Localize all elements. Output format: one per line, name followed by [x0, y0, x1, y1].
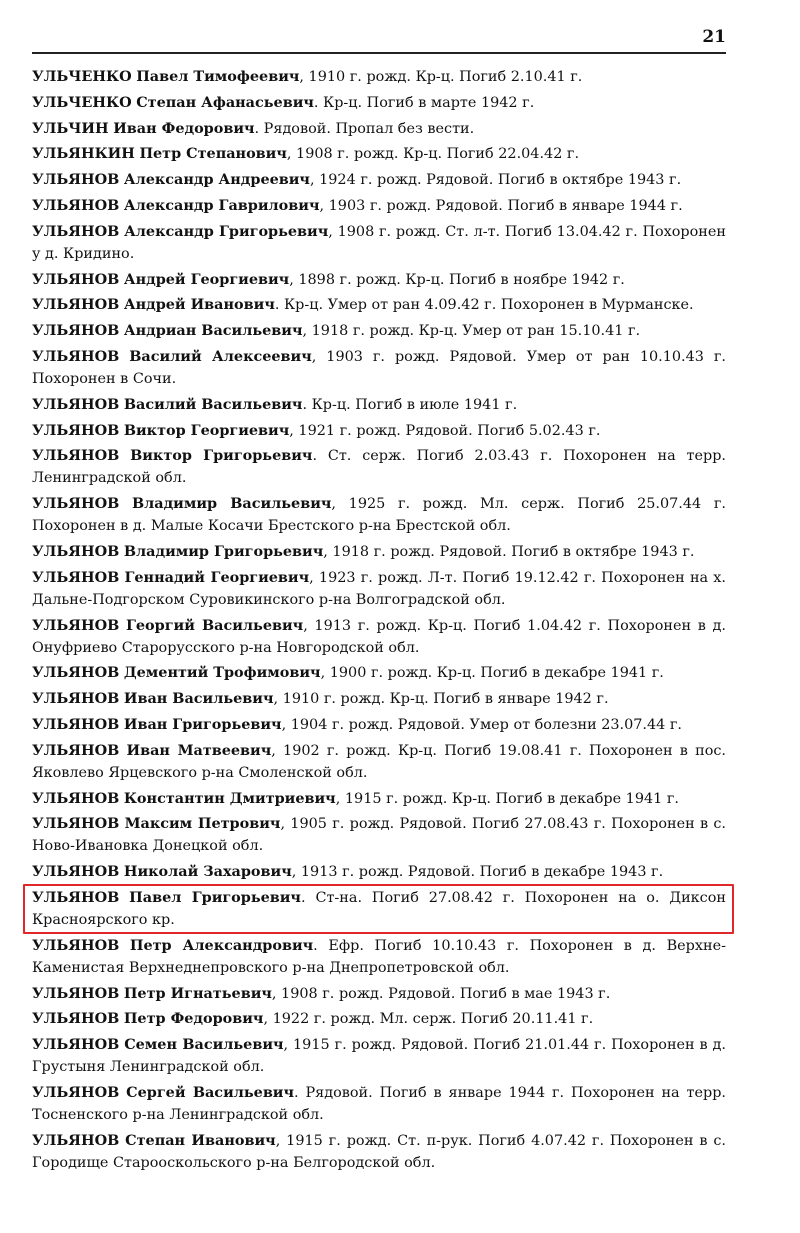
entry-surname: УЛЬЯНОВ	[32, 395, 120, 413]
entry-surname: УЛЬЯНОВ	[32, 664, 120, 682]
entry-details: , 1921 г. рожд. Рядовой. Погиб 5.02.43 г.	[289, 422, 601, 439]
entry-surname: УЛЬЯНКИН	[32, 145, 135, 163]
entry-surname: УЛЬЯНОВ	[32, 616, 120, 634]
entry-details: , 1905 г. рожд. Рядовой. Погиб 27.08.43 г. Похоронен в с. Ново-Ивановка Донецкой обл.	[32, 816, 727, 855]
header-rule	[32, 52, 726, 54]
list-item	[32, 1008, 726, 1030]
entry-given-names: Иван Григорьевич	[123, 715, 282, 733]
list-item	[32, 1082, 726, 1126]
entry-details: . Кр-ц. Умер от ран 4.09.42 г. Похоронен в Мурманске.	[274, 297, 694, 314]
entry-details: , 1913 г. рожд. Рядовой. Погиб в декабре 1943 г.	[291, 864, 664, 881]
entry-details: . Ст-на. Погиб 27.08.42 г. Похоронен на о. Диксон Красноярского кр.	[32, 889, 726, 928]
entry-given-names: Василий Алексеевич	[129, 347, 312, 365]
entry-surname: УЛЬЯНОВ	[32, 715, 120, 733]
highlighted-entry	[32, 887, 726, 931]
entry-surname: УЛЬЯНОВ	[32, 322, 120, 340]
entry-details: , 1922 г. рожд. Мл. серж. Погиб 20.11.41 г.	[263, 1011, 594, 1028]
list-item	[32, 861, 726, 883]
entry-given-names: Семен Васильевич	[124, 1036, 284, 1054]
entry-surname: УЛЬЯНОВ	[32, 1010, 120, 1028]
entry-details: . Рядовой. Погиб в январе 1944 г. Похоронен на терр. Тосненского р-на Ленинградской обл.	[32, 1084, 727, 1123]
list-item	[32, 615, 726, 659]
list-item	[32, 714, 726, 736]
entry-surname: УЛЬЯНОВ	[32, 495, 120, 513]
entry-given-names: Андрей Иванович	[123, 296, 275, 314]
entry-details: . Кр-ц. Погиб в июле 1941 г.	[302, 396, 518, 413]
entry-details: , 1903 г. рожд. Рядовой. Умер от ран 10.10.43 г. Похоронен в Сочи.	[32, 348, 727, 387]
list-item	[32, 394, 726, 416]
entry-details: , 1910 г. рожд. Кр-ц. Погиб в январе 1942 г.	[273, 691, 609, 708]
list-item	[32, 445, 726, 489]
entry-details: , 1898 г. рожд. Кр-ц. Погиб в ноябре 1942 г.	[289, 271, 625, 288]
entry-details: . Кр-ц. Погиб в марте 1942 г.	[313, 94, 535, 111]
entry-details: , 1915 г. рожд. Кр-ц. Погиб в декабре 1941 г.	[335, 790, 679, 807]
entry-surname: УЛЬЯНОВ	[32, 196, 120, 214]
entry-details: , 1918 г. рожд. Кр-ц. Умер от ран 15.10.41 г.	[302, 323, 641, 340]
entry-details: , 1908 г. рожд. Рядовой. Погиб в мае 1943 г.	[271, 985, 611, 1002]
entry-surname: УЛЬЧЕНКО	[32, 68, 132, 85]
entry-given-names: Василий Васильевич	[123, 395, 303, 413]
list-item	[32, 1034, 726, 1078]
entry-surname: УЛЬЯНОВ	[32, 815, 120, 833]
entry-surname: УЛЬЯНОВ	[32, 1036, 120, 1054]
entry-surname: УЛЬЯНОВ	[32, 789, 120, 807]
list-item	[32, 420, 726, 442]
entry-given-names: Георгий Васильевич	[125, 616, 304, 634]
entry-given-names: Александр Андреевич	[123, 171, 310, 189]
entry-details: , 1918 г. рожд. Рядовой. Погиб в октябре 1943 г.	[323, 543, 695, 560]
entry-surname: УЛЬЧИН	[32, 119, 109, 137]
entry-details: , 1910 г. рожд. Кр-ц. Погиб 2.10.41 г.	[299, 69, 583, 85]
list-item	[32, 221, 726, 265]
list-item	[32, 935, 726, 979]
entry-details: . Ефр. Погиб 10.10.43 г. Похоронен в д. Верхне-Каменистая Верхнеднепровского р-на Днепропетровской обл.	[32, 937, 726, 976]
entry-given-names: Владимир Васильевич	[131, 495, 332, 513]
entry-given-names: Константин Дмитриевич	[123, 789, 336, 807]
entry-given-names: Андрей Георгиевич	[123, 270, 290, 288]
entry-surname: УЛЬЯНОВ	[32, 741, 120, 759]
list-item	[32, 346, 726, 390]
list-item	[32, 118, 726, 140]
entry-surname: УЛЬЯНОВ	[32, 222, 120, 240]
entry-details: , 1923 г. рожд. Л-т. Погиб 19.12.42 г. Похоронен на х. Дальне-Подгорском Суровикинского р-на Волгоградской обл.	[32, 569, 726, 608]
entry-surname: УЛЬЯНОВ	[32, 863, 120, 881]
entry-details: , 1908 г. рожд. Ст. л-т. Погиб 13.04.42 г. Похоронен у д. Кридино.	[32, 223, 727, 262]
list-item	[32, 1130, 726, 1174]
entry-given-names: Степан Афанасьевич	[136, 93, 314, 111]
entry-given-names: Иван Федорович	[113, 119, 255, 137]
entry-details: . Ст. серж. Погиб 2.03.43 г. Похоронен на терр. Ленинградской обл.	[32, 448, 726, 487]
entry-given-names: Петр Игнатьевич	[123, 984, 272, 1002]
list-item	[32, 541, 726, 563]
entry-surname: УЛЬЯНОВ	[32, 447, 120, 465]
entry-given-names: Петр Федорович	[123, 1010, 264, 1028]
list-item	[32, 269, 726, 291]
entry-given-names: Сергей Васильевич	[126, 1083, 295, 1101]
list-item	[32, 688, 726, 710]
entry-details: , 1924 г. рожд. Рядовой. Погиб в октябре 1943 г.	[309, 172, 682, 189]
list-item	[32, 788, 726, 810]
list-item	[32, 813, 726, 857]
entry-surname: УЛЬЯНОВ	[32, 171, 120, 189]
entry-given-names: Степан Иванович	[125, 1131, 276, 1149]
entry-surname: УЛЬЯНОВ	[32, 270, 120, 288]
entry-given-names: Владимир Григорьевич	[123, 542, 324, 560]
entry-surname: УЛЬЯНОВ	[32, 296, 120, 314]
entry-surname: УЛЬЯНОВ	[32, 690, 120, 708]
entry-details: , 1908 г. рожд. Кр-ц. Погиб 22.04.42 г.	[286, 146, 580, 163]
entry-details: , 1915 г. рожд. Ст. п-рук. Погиб 4.07.42 г. Похоронен в с. Городище Старооскольского р-на Белгородской обл.	[32, 1132, 727, 1171]
entry-surname: УЛЬЯНОВ	[32, 1131, 120, 1149]
entry-given-names: Александр Гаврилович	[123, 196, 320, 214]
page-number: 21	[702, 27, 726, 47]
entry-given-names: Иван Васильевич	[123, 690, 274, 708]
entry-given-names: Максим Петрович	[124, 815, 281, 833]
entry-details: . Рядовой. Пропал без вести.	[254, 120, 475, 137]
entry-details: , 1925 г. рожд. Мл. серж. Погиб 25.07.44 г. Похоронен в д. Малые Косачи Брестского р-на Брестской обл.	[32, 496, 726, 535]
entry-given-names: Геннадий Георгиевич	[124, 568, 310, 586]
list-item	[32, 662, 726, 684]
entry-details: , 1900 г. рожд. Кр-ц. Погиб в декабре 1941 г.	[320, 665, 664, 682]
list-item	[32, 983, 726, 1005]
list-item	[32, 195, 726, 217]
entry-surname: УЛЬЯНОВ	[32, 421, 120, 439]
entry-surname: УЛЬЯНОВ	[32, 888, 120, 906]
entry-surname: УЛЬЯНОВ	[32, 1083, 120, 1101]
entry-surname: УЛЬЯНОВ	[32, 542, 120, 560]
entry-given-names: Павел Григорьевич	[129, 888, 301, 906]
entry-surname: УЛЬЯНОВ	[32, 984, 120, 1002]
entry-details: , 1902 г. рожд. Кр-ц. Погиб 19.08.41 г. Похоронен в пос. Яковлево Ярцевского р-на Смоленской обл.	[32, 742, 726, 781]
list-item	[32, 92, 726, 114]
entry-surname: УЛЬЯНОВ	[32, 936, 120, 954]
entry-given-names: Виктор Григорьевич	[130, 447, 313, 465]
entry-list	[32, 66, 726, 1178]
list-item	[32, 169, 726, 191]
entry-details: , 1903 г. рожд. Рядовой. Погиб в январе 1944 г.	[319, 197, 683, 214]
entry-given-names: Андриан Васильевич	[123, 322, 303, 340]
entry-details: , 1915 г. рожд. Рядовой. Погиб 21.01.44 г. Похоронен в д. Грустыня Ленинградской обл.	[32, 1037, 726, 1076]
list-item	[32, 740, 726, 784]
list-item	[32, 66, 726, 88]
list-item	[32, 493, 726, 537]
entry-given-names: Дементий Трофимович	[123, 664, 321, 682]
list-item	[32, 143, 726, 165]
entry-surname: УЛЬЯНОВ	[32, 347, 120, 365]
entry-given-names: Александр Григорьевич	[124, 222, 329, 240]
list-item	[32, 567, 726, 611]
list-item	[32, 294, 726, 316]
entry-details: , 1913 г. рожд. Кр-ц. Погиб 1.04.42 г. Похоронен в д. Онуфриево Старорусского р-на Новгородской обл.	[32, 617, 726, 656]
entry-details: , 1904 г. рожд. Рядовой. Умер от болезни 23.07.44 г.	[281, 716, 683, 733]
entry-given-names: Иван Матвеевич	[126, 741, 272, 759]
entry-given-names: Николай Захарович	[123, 863, 292, 881]
entry-given-names: Петр Степанович	[139, 145, 287, 163]
list-item	[32, 320, 726, 342]
entry-given-names: Павел Тимофеевич	[136, 68, 300, 85]
entry-surname: УЛЬЯНОВ	[32, 568, 120, 586]
entry-surname: УЛЬЧЕНКО	[32, 93, 132, 111]
entry-given-names: Виктор Георгиевич	[123, 421, 290, 439]
entry-given-names: Петр Александрович	[129, 936, 314, 954]
